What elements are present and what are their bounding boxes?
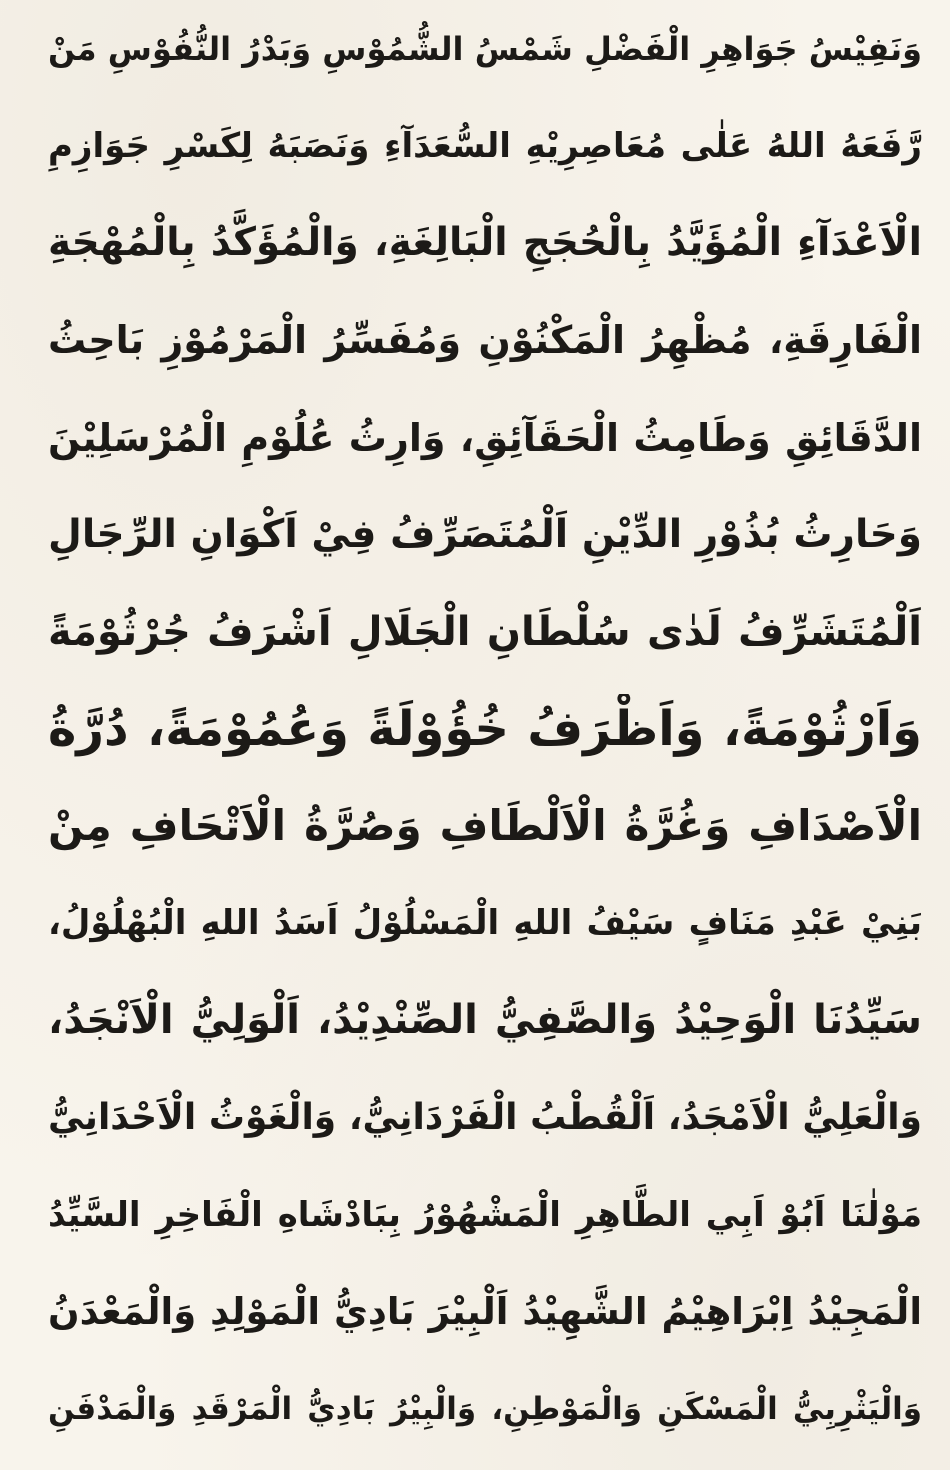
text-line-13: مَوْلٰنَا اَبُوْ اَبِي الطَّاهِرِ الْمَشْهُوْرُ بِبَادْشَاهِ الْفَاخِرِ السَّيِّدُ xyxy=(48,1194,922,1235)
arabic-text-block xyxy=(48,14,922,1460)
text-line-14: الْمَجِيْدُ اِبْرَاهِيْمُ الشَّهِيْدُ اَلْبِيْرَ بَادِيُّ الْمَوْلِدِ وَالْمَعْدَنُ xyxy=(48,1289,922,1333)
text-line-15: وَالْيَثْرِبِيُّ الْمَسْكَنِ وَالْمَوْطِنِ، وَالْبِيْرُ بَادِيُّ الْمَرْقَدِ وَالْمَدْفَنِ xyxy=(48,1390,922,1427)
text-line-5: الدَّقَائِقِ وَطَامِثُ الْحَقَآئِقِ، وَارِثُ عُلُوْمِ الْمُرْسَلِيْنَ xyxy=(48,415,922,460)
text-line-7: اَلْمُتَشَرِّفُ لَدٰى سُلْطَانِ الْجَلَالِ اَشْرَفُ جُرْثُوْمَةً xyxy=(48,608,922,655)
text-line-11: سَيِّدُنَا الْوَحِيْدُ وَالصَّفِيُّ الصِّنْدِيْدُ، اَلْوَلِيُّ الْاَنْجَدُ، xyxy=(48,997,922,1044)
text-line-8: وَاَرْثُوْمَةً، وَاَظْرَفُ خُؤُوْلَةً وَعُمُوْمَةً، دُرَّةُ xyxy=(48,700,922,757)
text-line-2: رَّفَعَهُ اللهُ عَلٰى مُعَاصِرِيْهِ السُّعَدَآءِ وَنَصَبَهُ لِكَسْرِ جَوَازِمِ xyxy=(48,126,922,167)
text-line-3: الْاَعْدَآءِ الْمُؤَيَّدُ بِالْحُجَجِ الْبَالِغَةِ، وَالْمُؤَكَّدُ بِالْمُهْجَةِ xyxy=(48,220,922,266)
text-line-6: وَحَارِثُ بُذُوْرِ الدِّيْنِ اَلْمُتَصَرِّفُ فِيْ اَكْوَانِ الرِّجَالِ xyxy=(48,511,922,557)
text-line-4: الْفَارِقَةِ، مُظْهِرُ الْمَكْنُوْنِ وَمُفَسِّرُ الْمَرْمُوْزِ بَاحِثُ xyxy=(48,318,922,363)
text-line-1: وَنَفِيْسُ جَوَاهِرِ الْفَضْلِ شَمْسُ الشُّمُوْسِ وَبَدْرُ النُّفُوْسِ مَنْ xyxy=(48,30,922,68)
text-line-10: بَنِيْ عَبْدِ مَنَافٍ سَيْفُ اللهِ الْمَسْلُوْلُ اَسَدُ اللهِ الْبُهْلُوْلُ، xyxy=(48,903,922,944)
text-line-12: وَالْعَلِيُّ الْاَمْجَدُ، اَلْقُطْبُ الْفَرْدَانِيُّ، وَالْغَوْثُ الْاَحْدَانِيُّ xyxy=(48,1096,922,1138)
text-line-9: الْاَصْدَافِ وَغُرَّةُ الْاَلْطَافِ وَصُرَّةُ الْاَتْحَافِ مِنْ xyxy=(48,801,922,851)
